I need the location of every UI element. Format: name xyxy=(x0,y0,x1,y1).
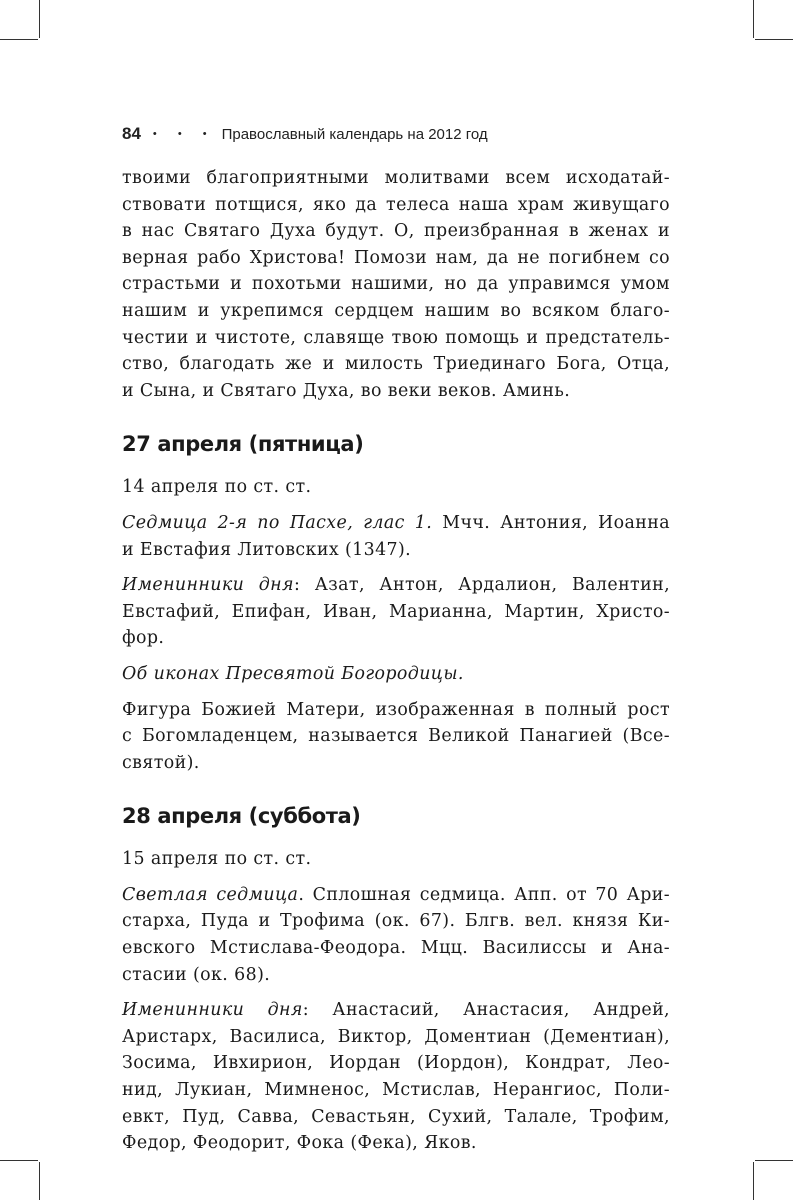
namedays-label: Именинники дня xyxy=(122,575,294,596)
icons-heading-text: Об иконах Пресвятой Богородицы. xyxy=(122,663,464,684)
namedays-line: евкт, Пуд, Савва, Севастьян, Сухий, Талале, Трофим, xyxy=(122,1106,670,1127)
week-line: старха, Пуда и Трофима (ок. 67). Блгв. вел. князя Ки- xyxy=(122,911,670,932)
week-line: евского Мстислава-Феодора. Мцц. Василиссы и Ана- xyxy=(122,938,670,959)
old-style-date: 14 апреля по ст. ст. xyxy=(122,477,312,498)
icons-text-line: с Богомладенцем, называется Великой Панагией (Все- xyxy=(122,726,670,747)
namedays-line: фор. xyxy=(122,628,165,649)
week-line: и Евстафия Литовских (1347). xyxy=(122,539,412,560)
old-style-date: 15 апреля по ст. ст. xyxy=(122,849,312,870)
namedays-line xyxy=(122,997,670,1024)
icons-text-line: святой). xyxy=(122,752,200,773)
crop-mark-bottom-left xyxy=(39,1162,40,1200)
prayer-line: твоими благоприятными молитвами всем исходатай- xyxy=(122,168,670,188)
day-heading-27-april: 27 апреля (пятница) xyxy=(122,432,364,457)
week-line: стасии (ок. 68). xyxy=(122,964,271,985)
prayer-line: в нас Святаго Духа будут. О, преизбранная в женах и xyxy=(122,221,670,242)
prayer-line: и Сына, и Святаго Духа, во веки веков. Аминь. xyxy=(122,380,571,401)
week-italic: Светлая седмица xyxy=(122,884,299,905)
page-number: 84 xyxy=(122,124,141,143)
week-rest: . Сплошная седмица. Апп. от 70 Ари- xyxy=(298,884,671,905)
namedays-label: Именинники дня xyxy=(122,1000,303,1021)
week-italic: Седмица 2-я по Пасхе, глас 1. xyxy=(122,512,433,533)
crop-mark-bottom-right-h xyxy=(755,1160,793,1161)
namedays-line: Аристарх, Василиса, Виктор, Доментиан (Дементиан), xyxy=(122,1026,670,1047)
icons-text-line: Фигура Божией Матери, изображенная в полный рост xyxy=(122,699,670,720)
prayer-line: нашим и укрепимся сердцем нашим во всяком благо- xyxy=(122,300,670,321)
namedays-rest: : Азат, Антон, Ардалион, Валентин, xyxy=(293,575,670,596)
crop-mark-top-left xyxy=(39,0,40,38)
week-rest: Мчч. Антония, Иоанна xyxy=(432,512,671,533)
prayer-line: верная рабо Христова! Помози нам, да не погибнем со xyxy=(122,247,670,268)
namedays-rest: : Анастасий, Анастасия, Андрей, xyxy=(302,1000,670,1021)
prayer-line: ство, благодать же и милость Триединаго Бога, Отца, xyxy=(122,354,670,375)
header-dots: • • • xyxy=(152,128,216,140)
icons-heading xyxy=(122,661,670,688)
prayer-line: ствовати потщися, яко да телеса наша храм живущаго xyxy=(122,194,670,215)
running-title: Православный календарь на 2012 год xyxy=(221,125,488,143)
namedays-line: Федор, Феодорит, Фока (Фека), Яков. xyxy=(122,1133,477,1154)
running-header xyxy=(122,124,488,144)
namedays-line: Зосима, Ивхирион, Иордан (Иордон), Кондрат, Лео- xyxy=(122,1053,670,1074)
crop-mark-bottom-right xyxy=(753,1162,754,1200)
week-line xyxy=(122,510,670,537)
crop-mark-top-right xyxy=(753,0,754,38)
prayer-line: честии и чистоте, славяще твою помощь и предстатель- xyxy=(122,327,670,348)
crop-mark-bottom-left-h xyxy=(0,1160,38,1161)
page-body xyxy=(122,165,670,1157)
week-line xyxy=(122,882,670,909)
namedays-line: нид, Лукиан, Мимненос, Мстислав, Нерангиос, Поли- xyxy=(122,1080,670,1101)
prayer-line: страстьми и похотьми нашими, но да управимся умом xyxy=(122,274,670,295)
crop-mark-top-right-h xyxy=(755,39,793,40)
namedays-line xyxy=(122,572,670,599)
namedays-line: Евстафий, Епифан, Иван, Марианна, Мартин, Христо- xyxy=(122,601,670,622)
crop-mark-top-left-h xyxy=(0,39,38,40)
day-heading-28-april: 28 апреля (суббота) xyxy=(122,804,361,829)
